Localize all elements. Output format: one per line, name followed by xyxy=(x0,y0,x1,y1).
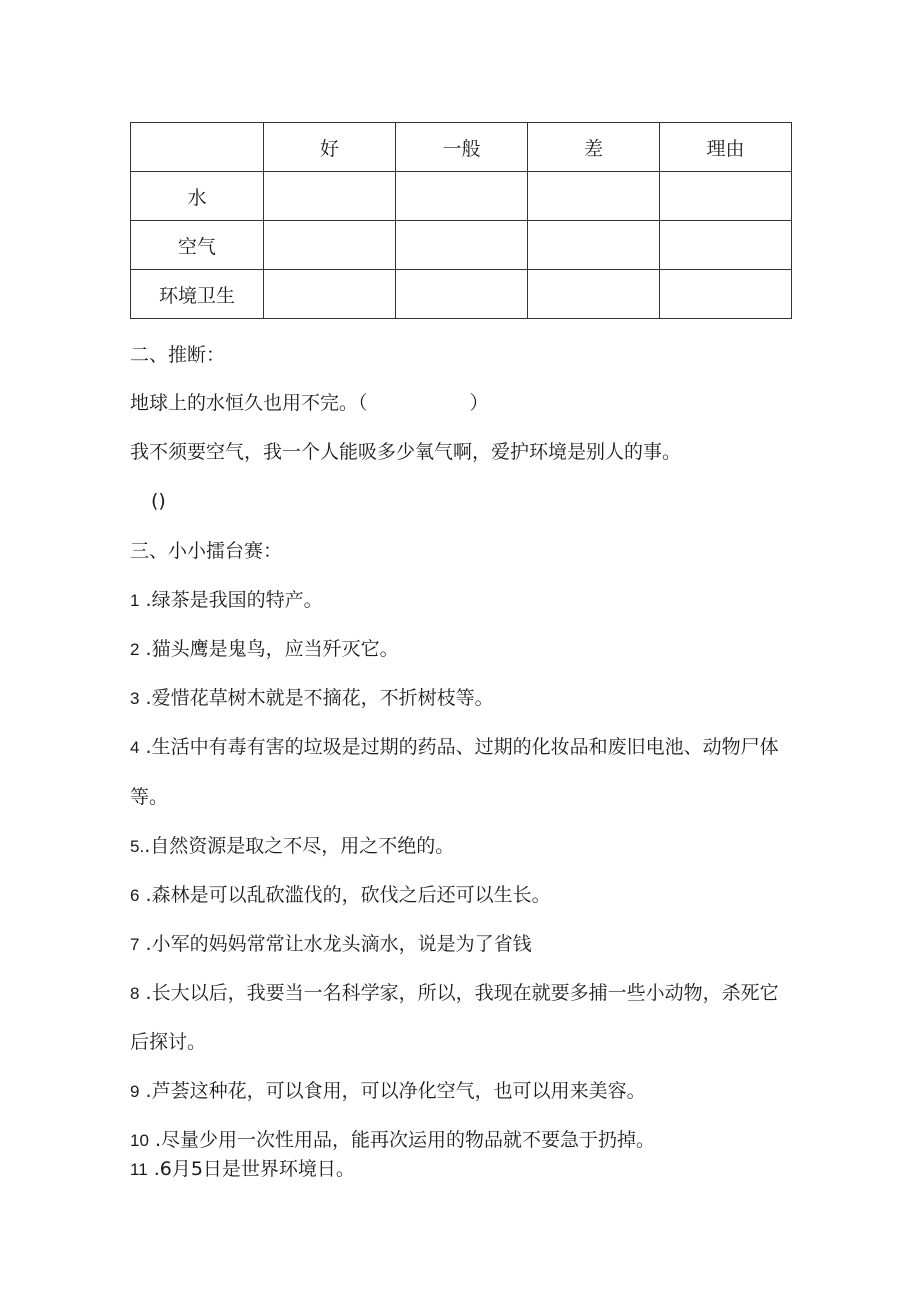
table-header-cell: 理由 xyxy=(660,123,792,172)
list-item-continuation: 后探讨。 xyxy=(130,1031,207,1053)
question-text: 地球上的水恒久也用不完。（ xyxy=(130,392,368,414)
item-separator: . xyxy=(147,1158,160,1180)
table-row xyxy=(131,221,792,270)
section-2-title: 二、推断： xyxy=(130,344,226,366)
item-number: 2 xyxy=(130,640,140,659)
section-3-title: 三、小小擂台赛： xyxy=(130,540,283,562)
list-item xyxy=(130,1128,655,1153)
item-number: 7 xyxy=(130,935,140,954)
item-number: 11 xyxy=(130,1160,148,1179)
item-text: 小军的妈妈常常让水龙头滴水，说是为了省钱 xyxy=(151,933,532,955)
item-text: 长大以后，我要当一名科学家，所以，我现在就要多捕一些小动物，杀死它 xyxy=(151,982,779,1004)
item-separator: . xyxy=(139,687,152,709)
table-cell[interactable] xyxy=(396,172,528,221)
table-cell[interactable] xyxy=(264,172,396,221)
table-cell[interactable] xyxy=(264,221,396,270)
list-item xyxy=(130,883,551,908)
list-item-continuation: 等。 xyxy=(130,786,169,808)
list-item xyxy=(130,834,454,859)
item-number: 6 xyxy=(130,886,140,905)
item-separator: . xyxy=(139,982,152,1004)
item-text: 自然资源是取之不尽，用之不绝的。 xyxy=(150,835,455,857)
table-cell[interactable] xyxy=(396,221,528,270)
row-label: 空气 xyxy=(131,221,264,270)
table-header-cell: 好 xyxy=(264,123,396,172)
item-separator: . xyxy=(139,638,152,660)
item-separator: . xyxy=(139,736,152,758)
item-text: 尽量少用一次性用品，能再次运用的物品就不要急于扔掉。 xyxy=(161,1129,656,1151)
item-text: 猫头鹰是鬼鸟，应当歼灭它。 xyxy=(151,638,399,660)
item-text: 爱惜花草树木就是不摘花，不折树枝等。 xyxy=(151,687,494,709)
list-item xyxy=(130,637,399,662)
list-item xyxy=(130,735,779,760)
closing-paren: ） xyxy=(469,392,489,414)
item-separator: . xyxy=(148,1129,162,1151)
item-separator: . xyxy=(139,884,152,906)
item-separator: . xyxy=(139,589,152,611)
row-label: 环境卫生 xyxy=(131,270,264,319)
judgement-question-2: 我不须要空气，我一个人能吸多少氧气啊，爱护环境是别人的事。 xyxy=(130,441,682,463)
list-item xyxy=(130,932,532,957)
table-cell[interactable] xyxy=(528,270,660,319)
table-cell[interactable] xyxy=(660,270,792,319)
item-text: 绿茶是我国的特产。 xyxy=(151,589,323,611)
item-text: 芦荟这种花，可以食用，可以净化空气，也可以用来美容。 xyxy=(151,1080,646,1102)
list-item xyxy=(130,686,494,711)
list-item xyxy=(130,1079,646,1104)
table-header-row xyxy=(131,123,792,172)
table-header-cell: 一般 xyxy=(396,123,528,172)
table-cell[interactable] xyxy=(660,172,792,221)
item-separator: . xyxy=(139,933,152,955)
table-header-cell: 差 xyxy=(528,123,660,172)
item-text: 6月5日是世界环境日。 xyxy=(159,1158,355,1180)
list-item xyxy=(130,1157,355,1182)
item-text: 森林是可以乱砍滥伐的，砍伐之后还可以生长。 xyxy=(151,884,551,906)
answer-parentheses[interactable]: () xyxy=(151,490,166,512)
table-cell[interactable] xyxy=(528,172,660,221)
table-cell[interactable] xyxy=(396,270,528,319)
table-cell[interactable] xyxy=(660,221,792,270)
item-separator: . xyxy=(144,835,151,857)
item-number: 3 xyxy=(130,689,140,708)
list-item xyxy=(130,588,323,613)
table-cell[interactable] xyxy=(528,221,660,270)
item-number: 10 xyxy=(130,1131,149,1150)
item-number: 4 xyxy=(130,738,140,757)
item-number: 8 xyxy=(130,984,140,1003)
table-header-cell xyxy=(131,123,264,172)
table-cell[interactable] xyxy=(264,270,396,319)
judgement-question-1 xyxy=(130,391,489,415)
item-text: 生活中有毒有害的垃圾是过期的药品、过期的化妆品和废旧电池、动物尸体 xyxy=(151,736,779,758)
row-label: 水 xyxy=(131,172,264,221)
item-number: 1 xyxy=(130,591,140,610)
item-number: 9 xyxy=(130,1082,140,1101)
evaluation-table xyxy=(130,122,792,319)
list-item xyxy=(130,981,779,1006)
item-separator: . xyxy=(139,1080,152,1102)
item-number: 5. xyxy=(130,837,145,856)
table-row xyxy=(131,270,792,319)
table-row xyxy=(131,172,792,221)
